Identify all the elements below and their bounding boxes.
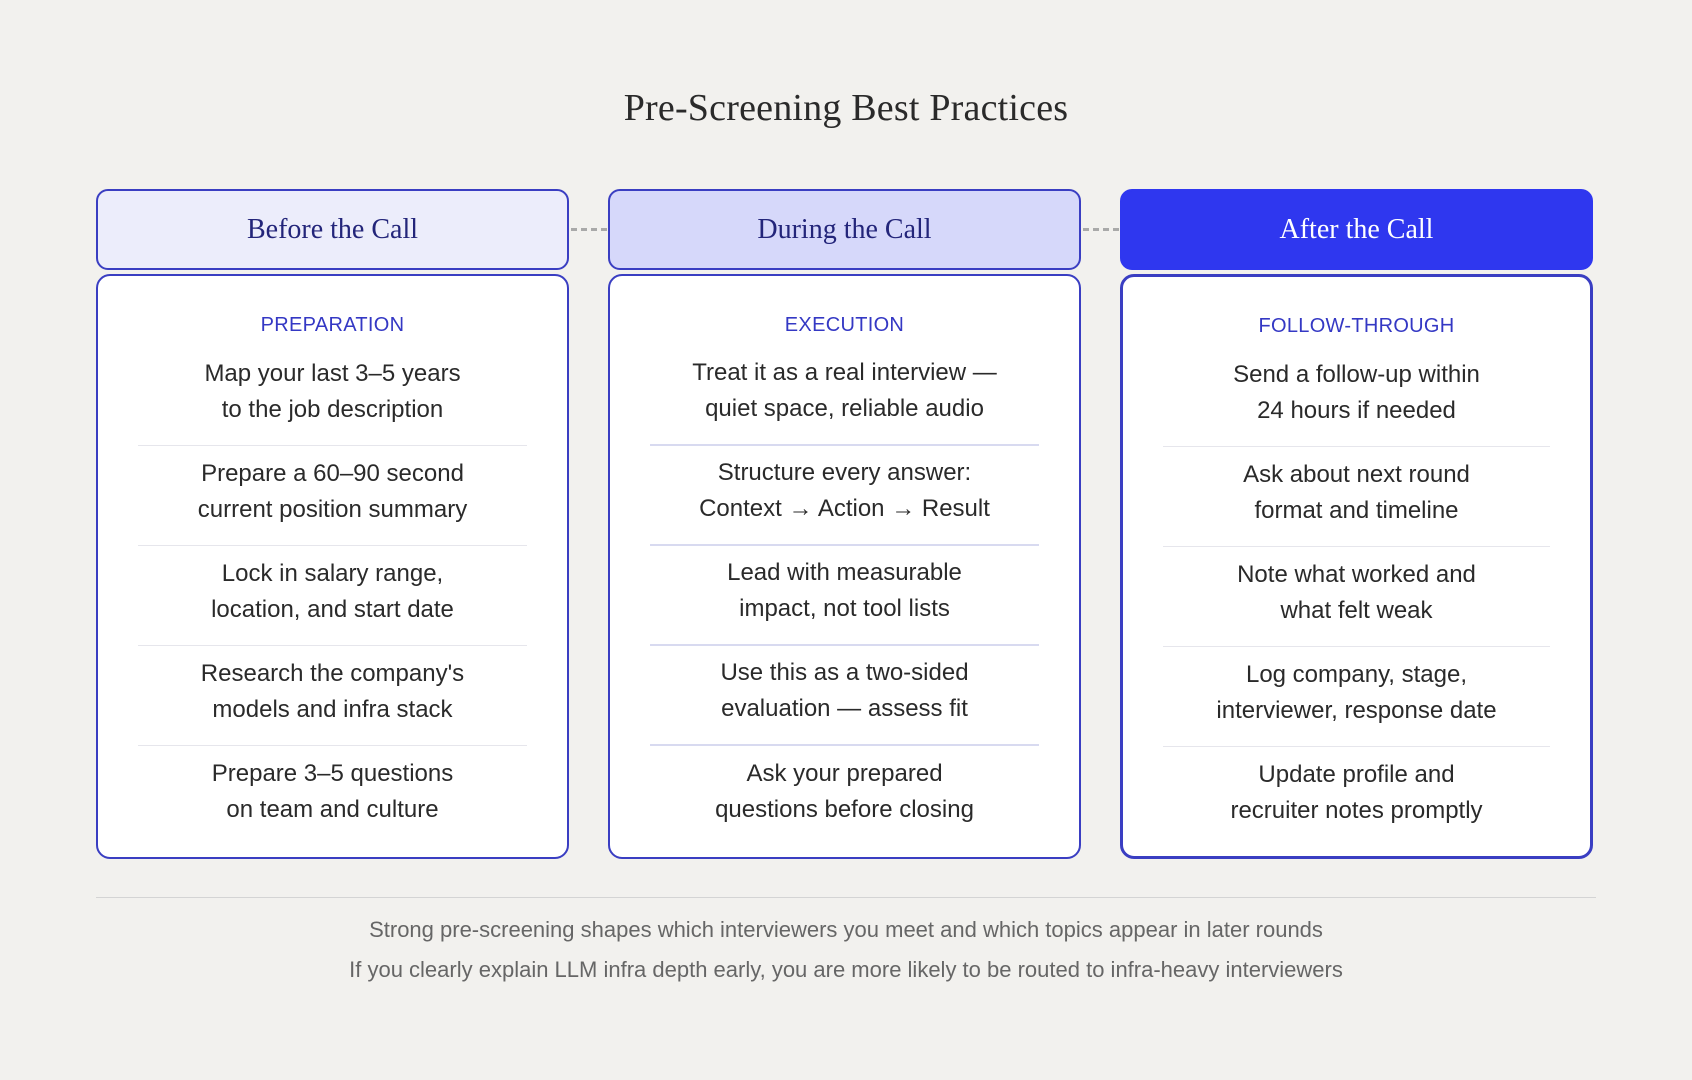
list-item (1163, 547, 1550, 647)
list-item (138, 446, 527, 546)
item-text: Prepare 3–5 questions on team and culture (211, 760, 454, 823)
column-header: Before the Call (96, 189, 569, 270)
section-label: EXECUTION (784, 314, 905, 336)
item-text: Log company, stage, interviewer, response date (1216, 660, 1497, 724)
item-text: Lock in salary range, location, and start date (211, 559, 454, 623)
column-header: During the Call (608, 189, 1081, 270)
column-during-the-call (608, 189, 1081, 859)
item-text: Use this as a two-sided evaluation — assess fit (720, 659, 969, 722)
item-text: Structure every answer: Context → Action → Result (699, 459, 990, 522)
section-label: PREPARATION (260, 314, 405, 336)
item-list (1163, 347, 1550, 847)
footer-note: Strong pre-screening shapes which interviewers you meet and which topics appear in later rounds (369, 917, 1323, 942)
column-after-the-call (1120, 189, 1593, 859)
item-text: Note what worked and what felt weak (1237, 560, 1476, 624)
item-text: Prepare a 60–90 second current position summary (197, 459, 468, 523)
list-item (1163, 647, 1550, 747)
list-item (650, 646, 1039, 746)
footer-divider (96, 897, 1596, 898)
list-item (138, 746, 527, 846)
list-item (1163, 347, 1550, 447)
item-text: Lead with measurable impact, not tool lists (727, 559, 962, 622)
list-item (650, 546, 1039, 646)
list-item (650, 446, 1039, 546)
item-list (138, 346, 527, 846)
item-text: Map your last 3–5 years to the job description (204, 359, 461, 423)
list-item (1163, 747, 1550, 847)
list-item (138, 346, 527, 446)
diagram-title: Pre-Screening Best Practices (623, 87, 1069, 129)
item-text: Update profile and recruiter notes promptly (1230, 761, 1483, 824)
column-card (1120, 274, 1593, 859)
footer-note: If you clearly explain LLM infra depth early, you are more likely to be routed to infra-heavy interviewers (349, 957, 1343, 982)
item-text: Send a follow-up within 24 hours if needed (1233, 360, 1480, 424)
list-item (650, 746, 1039, 846)
column-card (608, 274, 1081, 859)
column-card (96, 274, 569, 859)
list-item (138, 546, 527, 646)
item-list (650, 346, 1039, 846)
item-text: Ask about next round format and timeline (1243, 460, 1470, 524)
item-text: Treat it as a real interview — quiet space, reliable audio (692, 359, 997, 422)
item-text: Research the company's models and infra stack (200, 659, 465, 723)
list-item (1163, 447, 1550, 547)
list-item (650, 346, 1039, 446)
connector-before-during (571, 228, 607, 231)
connector-during-after (1083, 228, 1119, 231)
column-before-the-call (96, 189, 569, 859)
item-text: Ask your prepared questions before closing (715, 760, 974, 823)
list-item (138, 646, 527, 746)
section-label: FOLLOW-THROUGH (1258, 315, 1455, 337)
column-header: After the Call (1120, 189, 1593, 270)
